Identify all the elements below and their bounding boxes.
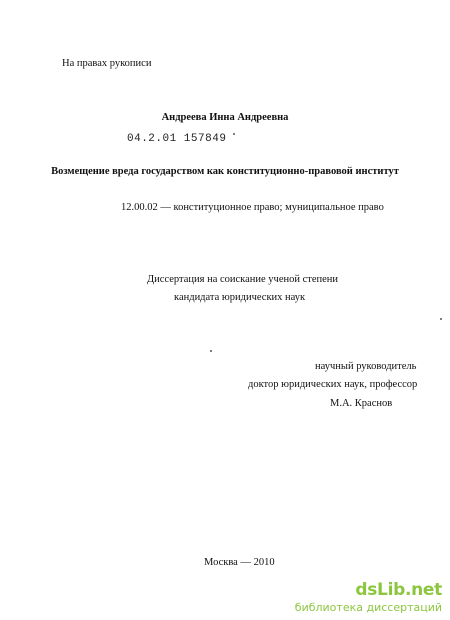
scan-speck	[233, 133, 235, 135]
supervisor-degree: доктор юридических наук, профессор	[248, 379, 418, 390]
registration-stamp: 04.2.01 157849	[127, 133, 227, 145]
city-year: Москва — 2010	[204, 557, 275, 568]
dslib-watermark	[294, 579, 442, 614]
scan-speck	[210, 350, 212, 352]
watermark-logo: dsLib.net	[355, 579, 442, 600]
degree-line-2: кандидата юридических наук	[174, 292, 306, 303]
supervisor-name: М.А. Краснов	[330, 398, 393, 409]
supervisor-role: научный руководитель	[315, 361, 417, 372]
author-name: Андреева Инна Андреевна	[161, 112, 289, 123]
degree-line-1: Диссертация на соискание ученой степени	[147, 274, 339, 285]
scan-speck	[440, 318, 442, 320]
dissertation-title: Возмещение вреда государством как конституционно-правовой институт	[51, 166, 399, 177]
rights-line: На правах рукописи	[62, 58, 152, 69]
specialty-line: 12.00.02 — конституционное право; муниципальное право	[121, 202, 384, 213]
watermark-subtitle: библиотека диссертаций	[294, 600, 442, 614]
